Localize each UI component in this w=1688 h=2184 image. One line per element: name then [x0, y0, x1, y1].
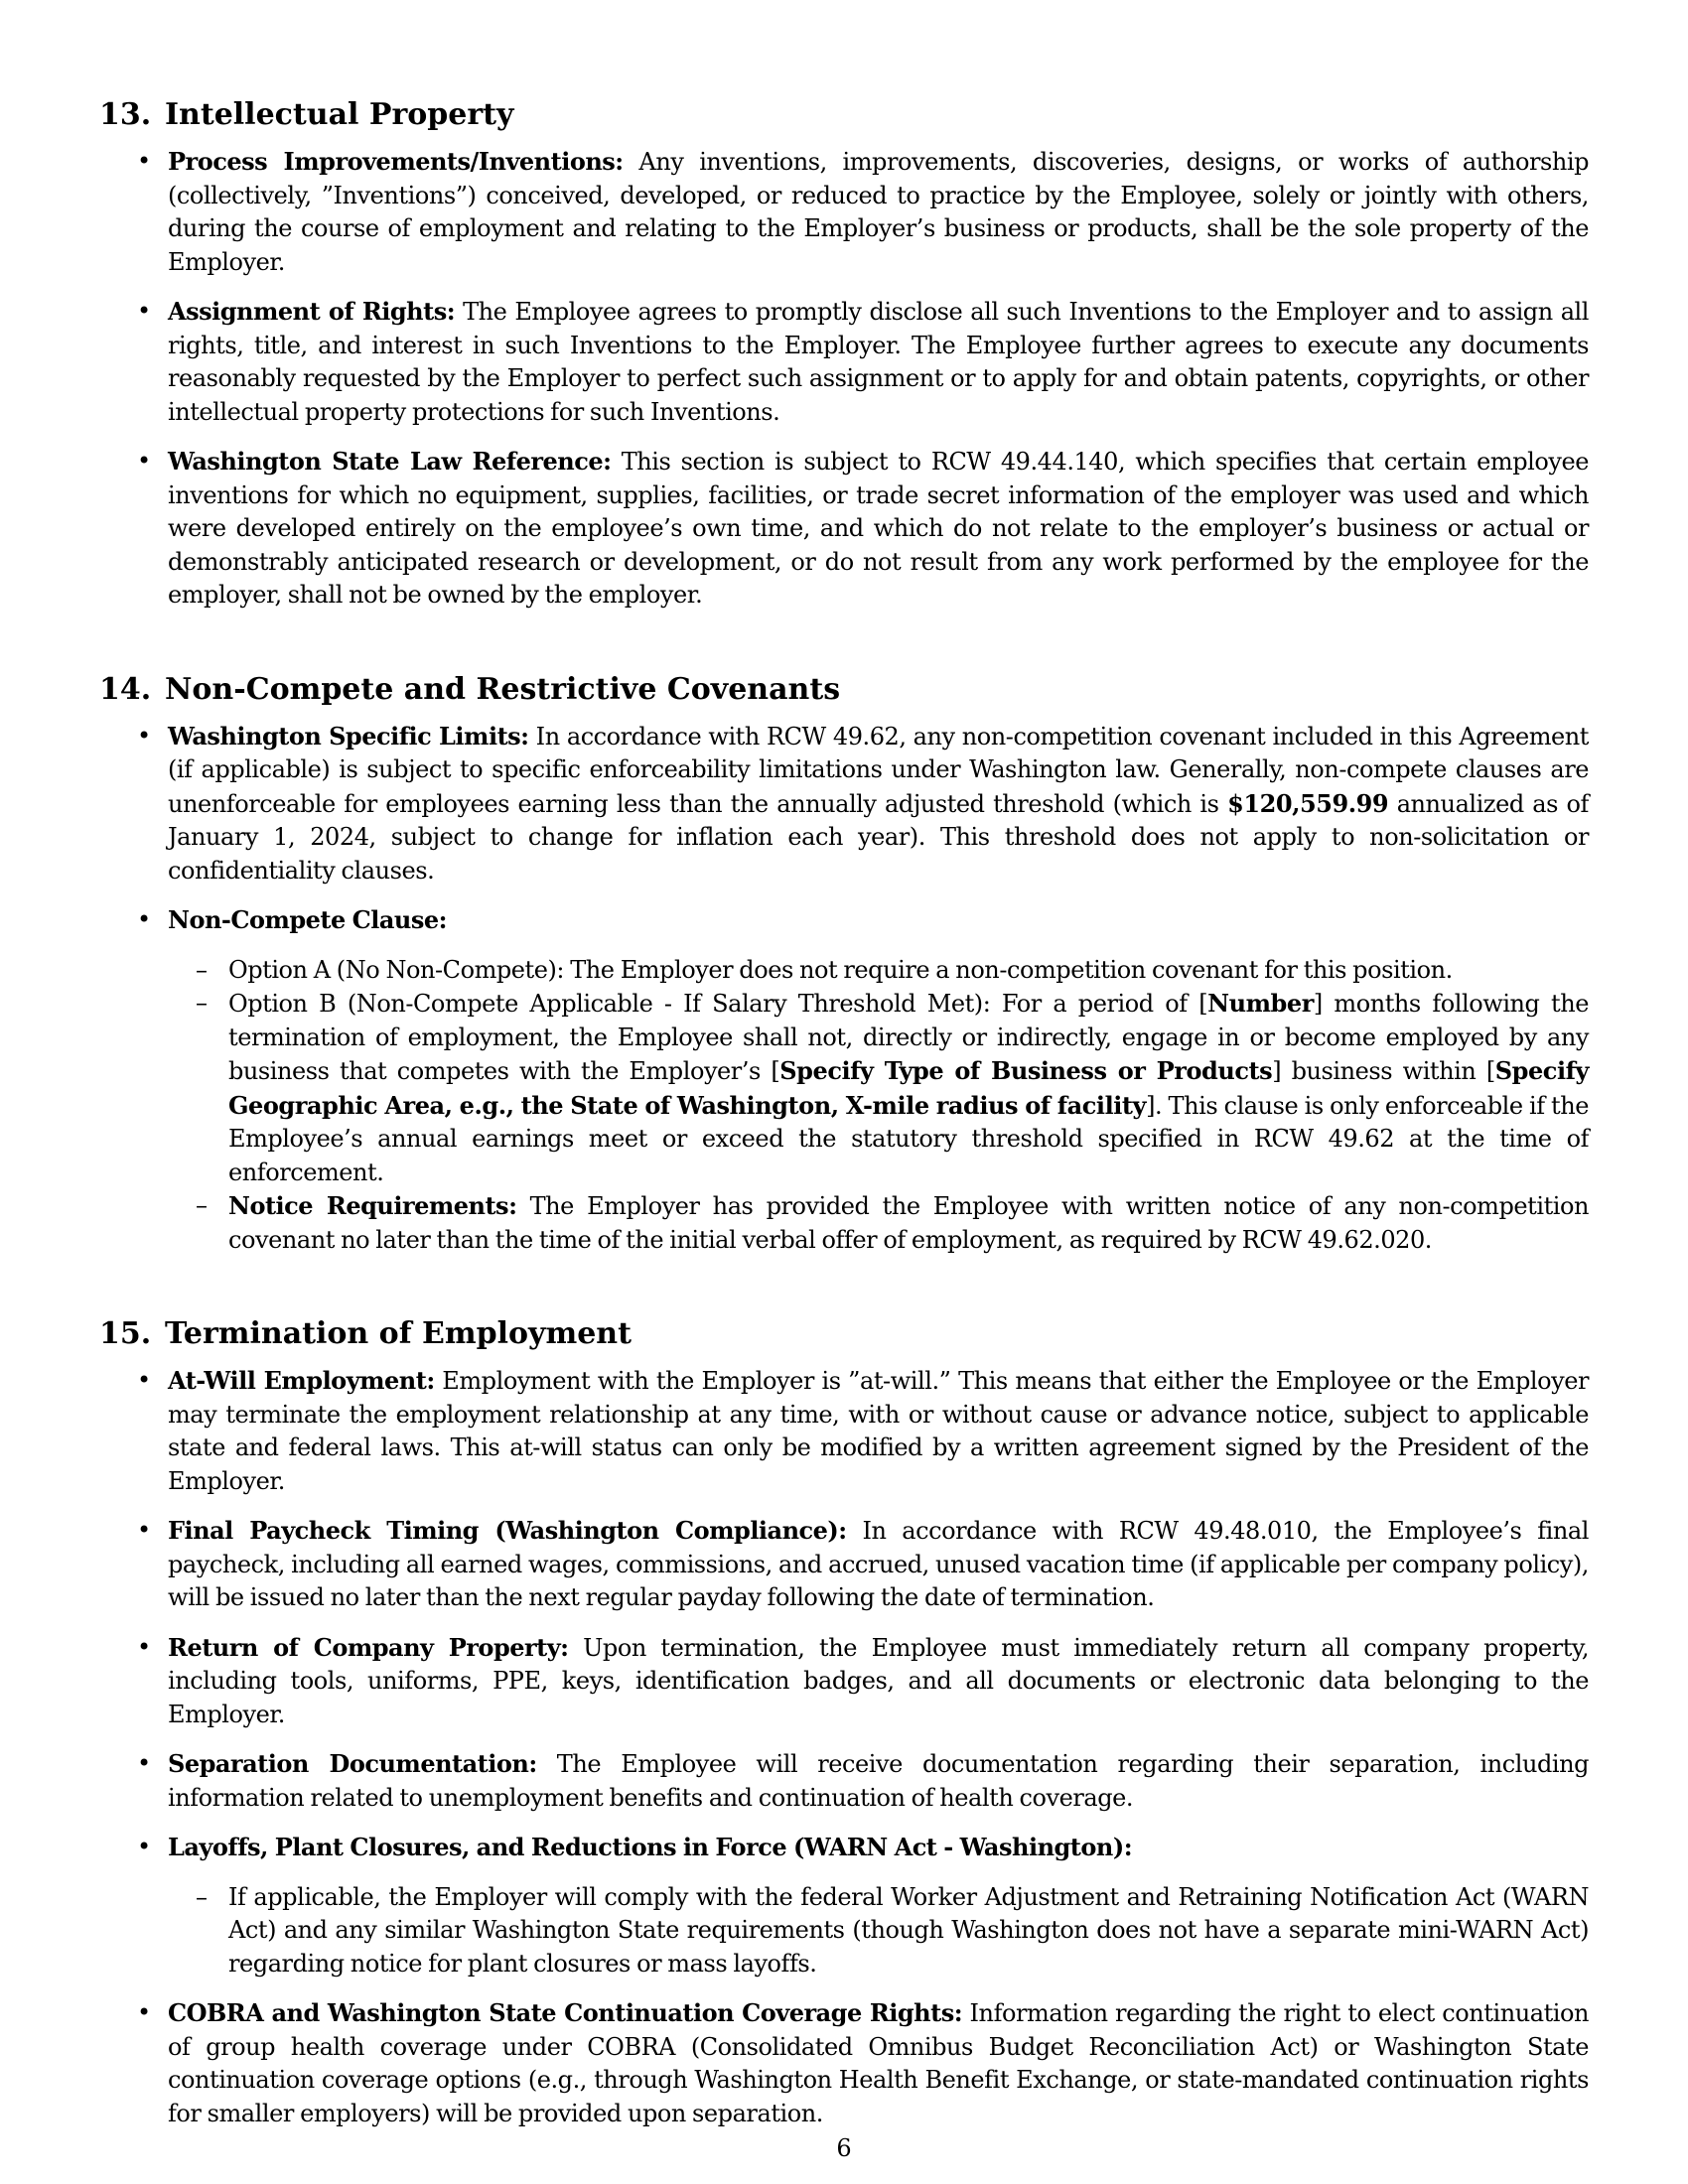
list-item-washington-specific-limits — [99, 720, 1589, 888]
non-compete-options — [168, 954, 1589, 1258]
section-number: 14. — [99, 671, 152, 707]
section-heading-termination — [99, 1314, 1589, 1354]
item-label: Process Improvements/Inventions: — [168, 147, 624, 176]
item-label: Assignment of Rights: — [168, 297, 456, 326]
threshold-amount: $120,559.99 — [1227, 788, 1389, 818]
option-a-text: Option A (No Non-Compete): The Employer does not require a non-competition covenant for this position. — [228, 955, 1453, 984]
placeholder-business-type: Specify Type of Business or Products — [779, 1056, 1273, 1085]
item-text: The Employer has provided the Employee with written notice of any non-competition covenant no later than the time of the initial verbal offer of employment, as required by RCW 49.62.020. — [228, 1192, 1589, 1254]
list-item-washington-law-reference — [99, 445, 1589, 613]
warn-subitem — [168, 1881, 1589, 1981]
item-label: Washington Specific Limits: — [168, 721, 529, 751]
list-item-return-of-property — [99, 1631, 1589, 1732]
item-label: Layoffs, Plant Closures, and Reductions in Force (WARN Act - Washington): — [168, 1833, 1133, 1861]
option-a — [168, 954, 1589, 988]
section-number: 13. — [99, 97, 152, 132]
warn-subitems — [168, 1881, 1589, 1981]
section-title: Non-Compete and Restrictive Covenants — [165, 671, 841, 707]
item-label: Notice Requirements: — [228, 1191, 517, 1220]
option-b-text: Option B (Non-Compete Applicable - If Salary Threshold Met): For a period of [ — [228, 990, 1208, 1018]
item-text: annualized as of January 1, 2024, subject to change for inflation each year). This threshold does not apply to non-solicitation or confidentiality clauses. — [168, 789, 1589, 885]
list-item-process-improvements — [99, 145, 1589, 279]
item-text: Upon termination, the Employee must immediately return all company property, including tools, uniforms, PPE, keys, identification badges, and all documents or electronic data belonging to the Employer. — [168, 1633, 1589, 1728]
option-b — [168, 987, 1589, 1189]
item-text: Employment with the Employer is ”at-will.” This means that either the Employee or the Employer may terminate the employment relationship at any time, with or without cause or advance notice, subject to applicable state and federal laws. This at-will status can only be modified by a written agreement signed by the President of the Employer. — [168, 1367, 1589, 1495]
item-label: At-Will Employment: — [168, 1366, 435, 1395]
section-title: Intellectual Property — [165, 97, 514, 132]
item-text: Any inventions, improvements, discoveries, designs, or works of authorship (collectively, ”Inventions”) conceived, developed, or reduced to practice by the Employee, solely or jointly with others, during the course of employment and relating to the Employer’s business or products, shall be the sole property of the Employer. — [168, 148, 1589, 276]
page-number: 6 — [836, 2134, 852, 2162]
item-text: In accordance with RCW 49.48.010, the Employee’s final paycheck, including all earned wages, commissions, and accrued, unused vacation time (if applicable per company policy), will be issued no later than the next regular payday following the date of termination. — [168, 1517, 1589, 1611]
list-item-separation-documentation — [99, 1747, 1589, 1815]
section-title: Termination of Employment — [165, 1316, 632, 1351]
list-item-non-compete-clause — [99, 903, 1589, 1257]
list-item-final-paycheck — [99, 1514, 1589, 1615]
list-item-assignment-of-rights — [99, 295, 1589, 429]
item-text: The Employee will receive documentation regarding their separation, including information related to unemployment benefits and continuation of health coverage. — [168, 1750, 1590, 1812]
item-label: COBRA and Washington State Continuation Coverage Rights: — [168, 1998, 963, 2027]
notice-requirements — [168, 1189, 1589, 1257]
option-b-text: ] months following the termination of employment, the Employee shall not, directly or indirectly, engage in or become employed by any business that competes with the Employer’s [ — [228, 990, 1589, 1085]
warn-subitem-text: If applicable, the Employer will comply with the federal Worker Adjustment and Retraining Notification Act (WARN Act) and any similar Washington State requirements (though Washington does not have a separate mini-WARN Act) regarding notice for plant closures or mass layoffs. — [228, 1882, 1589, 1978]
option-b-text: ] business within [ — [1272, 1057, 1495, 1085]
section-heading-intellectual-property — [99, 95, 1589, 135]
option-b-text: ]. This clause is only enforceable if the Employee’s annual earnings meet or exceed the statutory threshold specified in RCW 49.62 at the time of enforcement. — [228, 1091, 1589, 1186]
section-heading-non-compete — [99, 670, 1589, 710]
item-text: Information regarding the right to elect continuation of group health coverage under COBRA (Consolidated Omnibus Budget Reconciliation Act) or Washington State continuation coverage options (e.g., through Washington Health Benefit Exchange, or state-mandated continuation rights for smaller employers) will be provided upon separation. — [168, 1999, 1589, 2127]
section-14-list — [99, 720, 1589, 1258]
item-label: Non-Compete Clause: — [168, 905, 447, 934]
item-label: Separation Documentation: — [168, 1749, 537, 1778]
item-label: Washington State Law Reference: — [168, 447, 612, 476]
list-item-cobra — [99, 1996, 1589, 2130]
list-item-at-will-employment — [99, 1364, 1589, 1498]
item-text: This section is subject to RCW 49.44.140, which specifies that certain employee inventions for which no equipment, supplies, facilities, or trade secret information of the employer was used and which were developed entirely on the employee’s own time, and which do not relate to the employer’s business or actual or demonstrably anticipated research or development, or do not result from any work performed by the employee for the employer, shall not be owned by the employer. — [168, 448, 1589, 609]
section-number: 15. — [99, 1316, 152, 1351]
item-label: Return of Company Property: — [168, 1632, 569, 1662]
list-item-warn-act — [99, 1831, 1589, 1980]
item-text: The Employee agrees to promptly disclose all such Inventions to the Employer and to assign all rights, title, and interest in such Inventions to the Employer. The Employee further agrees to execute any documents reasonably requested by the Employer to perfect such assignment or to apply for and obtain patents, copyrights, or other intellectual property protections for such Inventions. — [168, 298, 1590, 426]
placeholder-geographic-area: Specify Geographic Area, e.g., the State of Washington, X-mile radius of facility — [228, 1056, 1589, 1120]
item-label: Final Paycheck Timing (Washington Compliance): — [168, 1516, 847, 1545]
section-13-list — [99, 145, 1589, 613]
placeholder-number: Number — [1207, 989, 1314, 1018]
page-content — [99, 95, 1589, 2146]
section-15-list — [99, 1364, 1589, 2130]
item-text: In accordance with RCW 49.62, any non-competition covenant included in this Agreement (if applicable) is subject to specific enforceability limitations under Washington law. Generally, non-compete clauses are unenforceable for employees earning less than the annually adjusted threshold (which is — [168, 722, 1590, 818]
